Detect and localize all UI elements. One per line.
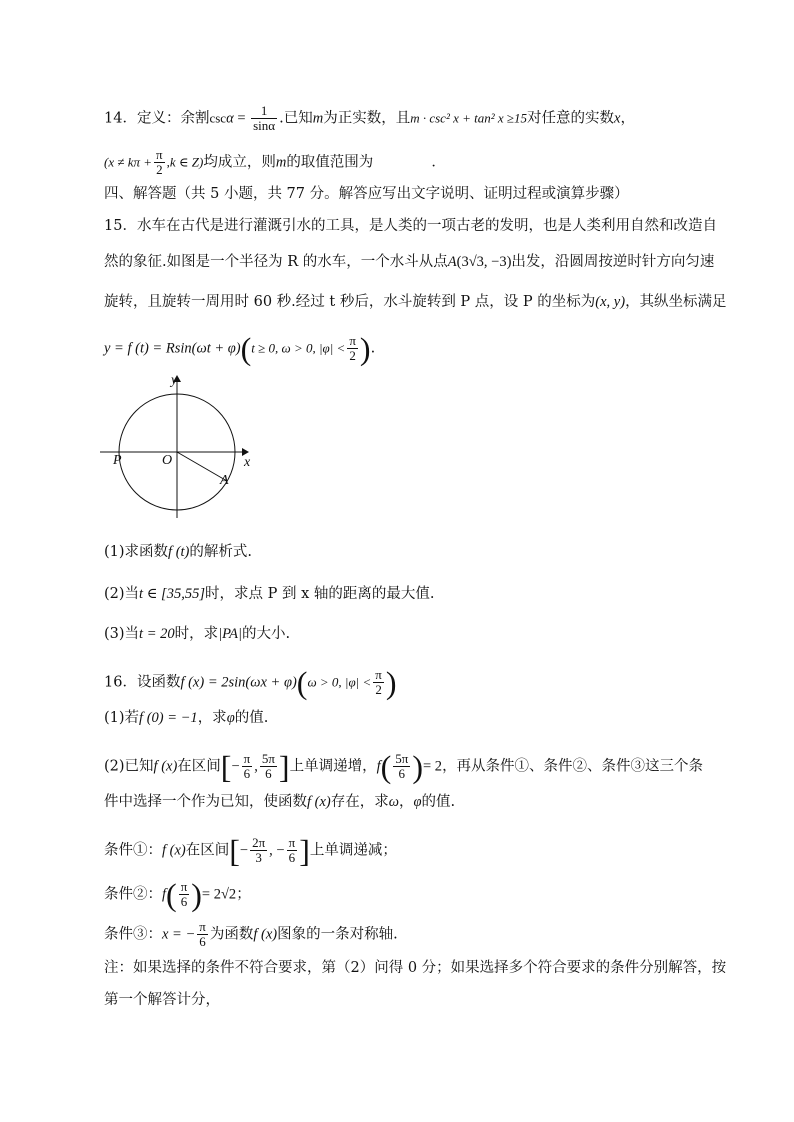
q16-sub2-line2: 件中选择一个作为已知，使函数f (x)存在，求ω，φ的值. bbox=[104, 794, 456, 810]
q15-line1: 15．水车在古代是进行灌溉引水的工具，是人类的一项古老的发明，也是人类利用自然和改造自 bbox=[104, 218, 717, 234]
q16-note-line1: 注：如果选择的条件不符合要求，第（2）问得 0 分；如果选择多个符合要求的条件分别解答，按 bbox=[104, 960, 727, 976]
label-a: A bbox=[220, 473, 229, 488]
q16-condition-2: 条件②：f( $\frac{\pi}{6}$ )= 2√2； bbox=[104, 876, 251, 913]
q16-condition-1: 条件①：f (x)在区间[− $\frac{2\pi}{3}$ , − $\frac{\pi}{6}$ ]上单调递减； bbox=[104, 832, 397, 869]
q14-number: 14． bbox=[104, 110, 137, 127]
q16-sub1: (1)若f (0) = −1，求φ的值. bbox=[104, 710, 269, 726]
q15-sub3: (3)当t = 20时，求|PA|的大小. bbox=[104, 626, 291, 642]
q14-inequality: m · csc² x + tan² x ≥15 bbox=[410, 110, 528, 126]
label-y: y bbox=[171, 373, 178, 388]
water-wheel-diagram bbox=[98, 368, 268, 526]
q15-line3: 旋转，且旋转一周用时 60 秒.经过 t 秒后，水斗旋转到 P 点，设 P 的坐标为(x, y)，其纵坐标满足 bbox=[104, 294, 727, 310]
q16-stem: 16．设函数f (x) = 2sin(ωx + φ)(ω > 0, |φ| < $\frac{\pi}{2}$ ) bbox=[104, 664, 397, 701]
label-x: x bbox=[244, 455, 251, 470]
q15-sub2: (2)当t ∈ [35,55]时，求点 P 到 x 轴的距离的最大值. bbox=[104, 586, 435, 602]
q16-sub2-line1: (2)已知f (x)在区间[− $\frac{\pi}{6}$ , $\frac{5\pi}{6}$ ]上单调递增，f( $\frac{5\pi}{6}$ )= 2，再从条件①、条件②、条件③这三个条 bbox=[104, 748, 704, 785]
q14-pi-over-2: $\frac{\pi}{2}$ bbox=[156, 147, 163, 177]
q15-formula: y = f (t) = Rsin(ωt + φ)(t ≥ 0, ω > 0, |φ| < $\frac{\pi}{2}$ ). bbox=[104, 330, 376, 367]
q14-line1: 14．定义：余割cscα = $\frac{1}{\sin\alpha}$ .已知m为正实数，且m · csc² x + tan² x ≥15对任意的实数x， bbox=[104, 103, 635, 133]
q15-sub1: (1)求函数f (t)的解析式. bbox=[104, 544, 252, 560]
label-o: O bbox=[162, 453, 173, 468]
q14-line2: (x ≠ kπ + $\frac{\pi}{2}$ ,k ∈ Z)均成立，则m的取值范围为 ． bbox=[104, 147, 446, 177]
q14-csc-fraction: $\frac{1}{\sin\alpha}$ bbox=[253, 103, 276, 133]
point-a-coordinates: (3√3, −3) bbox=[456, 254, 512, 270]
q16-note-line2: 第一个解答计分， bbox=[104, 992, 220, 1008]
label-p: P bbox=[113, 453, 122, 468]
section-4-heading: 四、解答题（共 5 小题，共 77 分。解答应写出文字说明、证明过程或演算步骤） bbox=[104, 186, 629, 202]
water-wheel-figure bbox=[98, 368, 268, 530]
q15-line2: 然的象征.如图是一个半径为 R 的水车，一个水斗从点A(3√3, −3)出发，沿圆周按逆时针方向匀速 bbox=[104, 254, 715, 270]
q16-condition-3: 条件③：x = − $\frac{\pi}{6}$ 为函数f (x)图象的一条对称轴. bbox=[104, 919, 398, 949]
